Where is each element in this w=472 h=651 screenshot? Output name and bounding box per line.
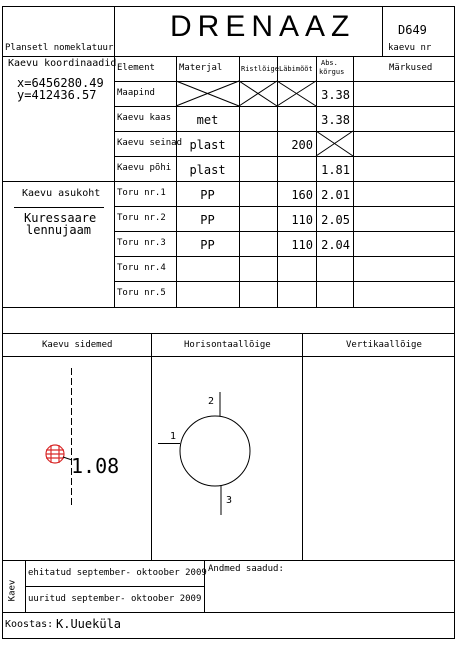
row-diameter: 160 xyxy=(291,188,313,202)
row-height: 2.04 xyxy=(321,238,350,252)
horizontal-section-sketch xyxy=(158,392,250,515)
row-material: PP xyxy=(200,238,215,252)
row-height: 2.01 xyxy=(321,188,350,202)
col-abs-height-1: Abs. xyxy=(321,59,338,67)
pipe-2-label: 2 xyxy=(208,396,215,407)
data-source-label: Andmed saadud: xyxy=(208,564,284,574)
surveyed-date: uuritud september- oktoober 2009 xyxy=(28,594,202,604)
col-diameter: Läbimõõt xyxy=(279,65,313,73)
row-element: Toru nr.5 xyxy=(117,288,166,298)
row-element: Kaevu kaas xyxy=(117,113,172,123)
section-connections: Kaevu sidemed xyxy=(42,340,113,350)
plan-value: 1.08 xyxy=(71,454,120,478)
well-number-label: kaevu nr xyxy=(388,43,432,53)
col-cross-section: Ristlõige xyxy=(241,65,279,73)
row-material: plast xyxy=(189,138,226,152)
pipe-3-label: 3 xyxy=(226,495,233,506)
row-element: Toru nr.3 xyxy=(117,238,166,248)
well-number: D649 xyxy=(398,23,427,37)
built-date: ehitatud september- oktoober 2009 xyxy=(28,568,207,578)
section-vertical: Vertikaallõige xyxy=(346,340,422,350)
row-material: PP xyxy=(200,213,215,227)
col-abs-height-2: kõrgus xyxy=(319,68,345,76)
row-diameter: 200 xyxy=(291,138,313,152)
row-height: 3.38 xyxy=(321,88,350,102)
sheet-label: Plansetl nomeklatuur xyxy=(5,43,114,53)
footer-side-label: Kaev xyxy=(7,579,18,602)
page-title: DRENAAZ xyxy=(170,10,356,43)
row-element: Toru nr.2 xyxy=(117,213,166,223)
location-line1: Kuressaare xyxy=(24,211,97,225)
row-height: 2.05 xyxy=(321,213,350,227)
coord-x: x=6456280.49 xyxy=(17,76,104,90)
row-element: Kaevu põhi xyxy=(117,163,172,173)
row-element: Kaevu seinad xyxy=(117,138,183,148)
pipe-1-label: 1 xyxy=(170,431,177,442)
col-element: Element xyxy=(117,63,155,73)
section-horizontal: Horisontaallõige xyxy=(184,340,271,350)
col-notes: Märkused xyxy=(389,63,433,73)
plan-sketch xyxy=(46,368,72,505)
location-label: Kaevu asukoht xyxy=(22,188,101,199)
well-marker-icon xyxy=(46,445,64,463)
row-element: Maapind xyxy=(117,88,155,98)
row-diameter: 110 xyxy=(291,238,313,252)
row-material: met xyxy=(196,113,219,127)
coord-y: y=412436.57 xyxy=(17,88,97,102)
col-material: Materjal xyxy=(179,63,223,73)
row-material: plast xyxy=(189,163,226,177)
author-name: K.Uuekülа xyxy=(56,617,122,631)
coords-label: Kaevu koordinaadid xyxy=(8,58,117,69)
row-height: 3.38 xyxy=(321,113,350,127)
row-material: PP xyxy=(200,188,215,202)
location-line2: lennujaam xyxy=(26,223,92,237)
row-element: Toru nr.1 xyxy=(117,188,166,198)
row-diameter: 110 xyxy=(291,213,313,227)
row-element: Toru nr.4 xyxy=(117,263,166,273)
row-height: 1.81 xyxy=(321,163,350,177)
author-label: Koostas: xyxy=(5,619,54,630)
